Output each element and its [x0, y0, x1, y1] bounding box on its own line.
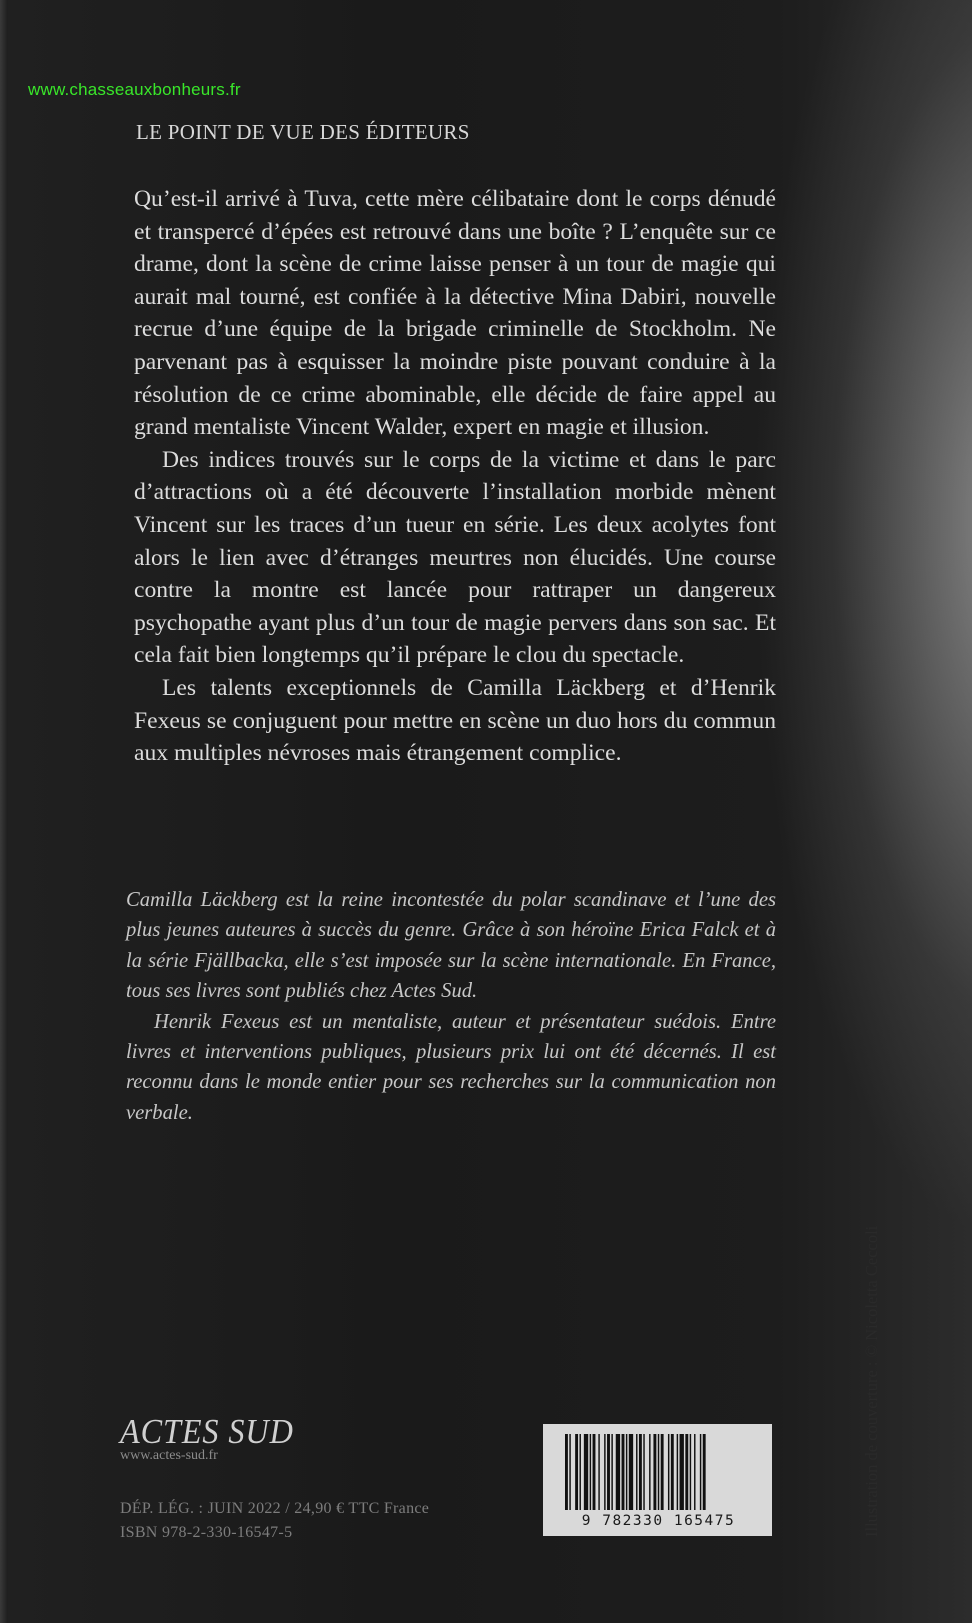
legal-deposit-price: DÉP. LÉG. : JUIN 2022 / 24,90 € TTC France — [120, 1500, 430, 1517]
barcode-bar — [622, 1434, 625, 1510]
barcode-bar — [677, 1434, 678, 1510]
barcode-bar — [636, 1434, 637, 1510]
barcode-bar — [703, 1434, 706, 1510]
barcode-bar — [680, 1434, 684, 1510]
cover-illustration-credit: Illustration de couverture : © Nicoletta Ceccoli — [862, 1225, 881, 1537]
barcode-bar — [598, 1434, 599, 1510]
barcode-bar — [685, 1434, 688, 1510]
barcode-bar — [569, 1434, 570, 1510]
section-title: LE POINT DE VUE DES ÉDITEURS — [136, 120, 470, 144]
barcode-bar — [611, 1434, 612, 1510]
barcode-bar — [671, 1434, 674, 1510]
author-bios — [126, 885, 776, 1128]
isbn-text: ISBN 978-2-330-16547-5 — [120, 1524, 293, 1541]
barcode — [543, 1424, 772, 1536]
barcode-bar — [661, 1434, 664, 1510]
barcode-bar — [700, 1434, 701, 1510]
barcode-bar — [575, 1434, 578, 1510]
barcode-bar — [649, 1434, 650, 1510]
barcode-bar — [643, 1434, 644, 1510]
barcode-digits: 9 782330 165475 — [581, 1513, 736, 1529]
barcode-bar — [565, 1434, 568, 1510]
synopsis-paragraph-2: Des indices trouvés sur le corps de la victime et dans le parc d’attractions où a été découverte l’installation morbide mènent Vincent sur les traces d’un tueur en série. Les deux acolytes font alors le lien avec d’étranges meurtres non élucidés. Une course contre la montre est lancée pour rattraper un dangereux psychopathe ayant plus d’un tour de magie pervers dans son sac. Et cela fait bien longtemps qu’il prépare le clou du spectacle. — [134, 446, 776, 669]
barcode-bar — [604, 1434, 605, 1510]
barcode-bar — [593, 1434, 596, 1510]
synopsis-paragraph-1: Qu’est-il arrivé à Tuva, cette mère célibataire dont le corps dénudé et transpercé d’épées est retrouvé dans une boîte ? L’enquête sur ce drame, dont la scène de crime laisse penser à un tour de magie qui aurait mal tourné, est confiée à la détective Mina Dabiri, nouvelle recrue d’une équipe de la brigade criminelle de Stockholm. Ne parvenant pas à esquisser la moindre piste pouvant conduire à la résolution de ce crime abominable, elle décide de faire appel au grand mentaliste Vincent Walder, expert en magie et illusion. — [134, 186, 776, 441]
cover-left-edge — [0, 0, 8, 1623]
synopsis-paragraph-3: Les talents exceptionnels de Camilla Läckberg et d’Henrik Fexeus se conjuguent pour mettre en scène un duo hors du commun aux multiples névroses mais étrangement complice. — [134, 674, 776, 767]
author-bio-lackberg: Camilla Läckberg est la reine incontestée du polar scandinave et l’une des plus jeunes auteures à succès du genre. Grâce à son héroïne Erica Falck et à la série Fjällbacka, elle s’est imposée sur la scène internationale. En France, tous ses livres sont publiés chez Actes Sud. — [126, 889, 776, 1003]
publisher-url: www.actes-sud.fr — [120, 1448, 218, 1463]
barcode-bar — [580, 1434, 581, 1510]
synopsis-text — [134, 183, 776, 770]
barcode-bar — [626, 1434, 627, 1510]
barcode-bar — [584, 1434, 588, 1510]
barcode-bar — [616, 1434, 620, 1510]
publisher-logo: ACTES SUD — [120, 1412, 294, 1451]
barcode-bar — [690, 1434, 691, 1510]
barcode-bar — [694, 1434, 695, 1510]
barcode-bar — [629, 1434, 633, 1510]
barcode-bar — [653, 1434, 656, 1510]
barcode-bar — [639, 1434, 642, 1510]
barcode-bar — [590, 1434, 591, 1510]
barcode-bar — [658, 1434, 659, 1510]
barcode-bar — [607, 1434, 610, 1510]
author-bio-fexeus: Henrik Fexeus est un mentaliste, auteur et présentateur suédois. Entre livres et interventions publiques, plusieurs prix lui ont été décernés. Il est reconnu dans le monde entier pour ses recherches sur la communication non verbale. — [126, 1010, 776, 1124]
watermark-url: www.chasseauxbonheurs.fr — [28, 80, 241, 99]
barcode-bar — [668, 1434, 669, 1510]
